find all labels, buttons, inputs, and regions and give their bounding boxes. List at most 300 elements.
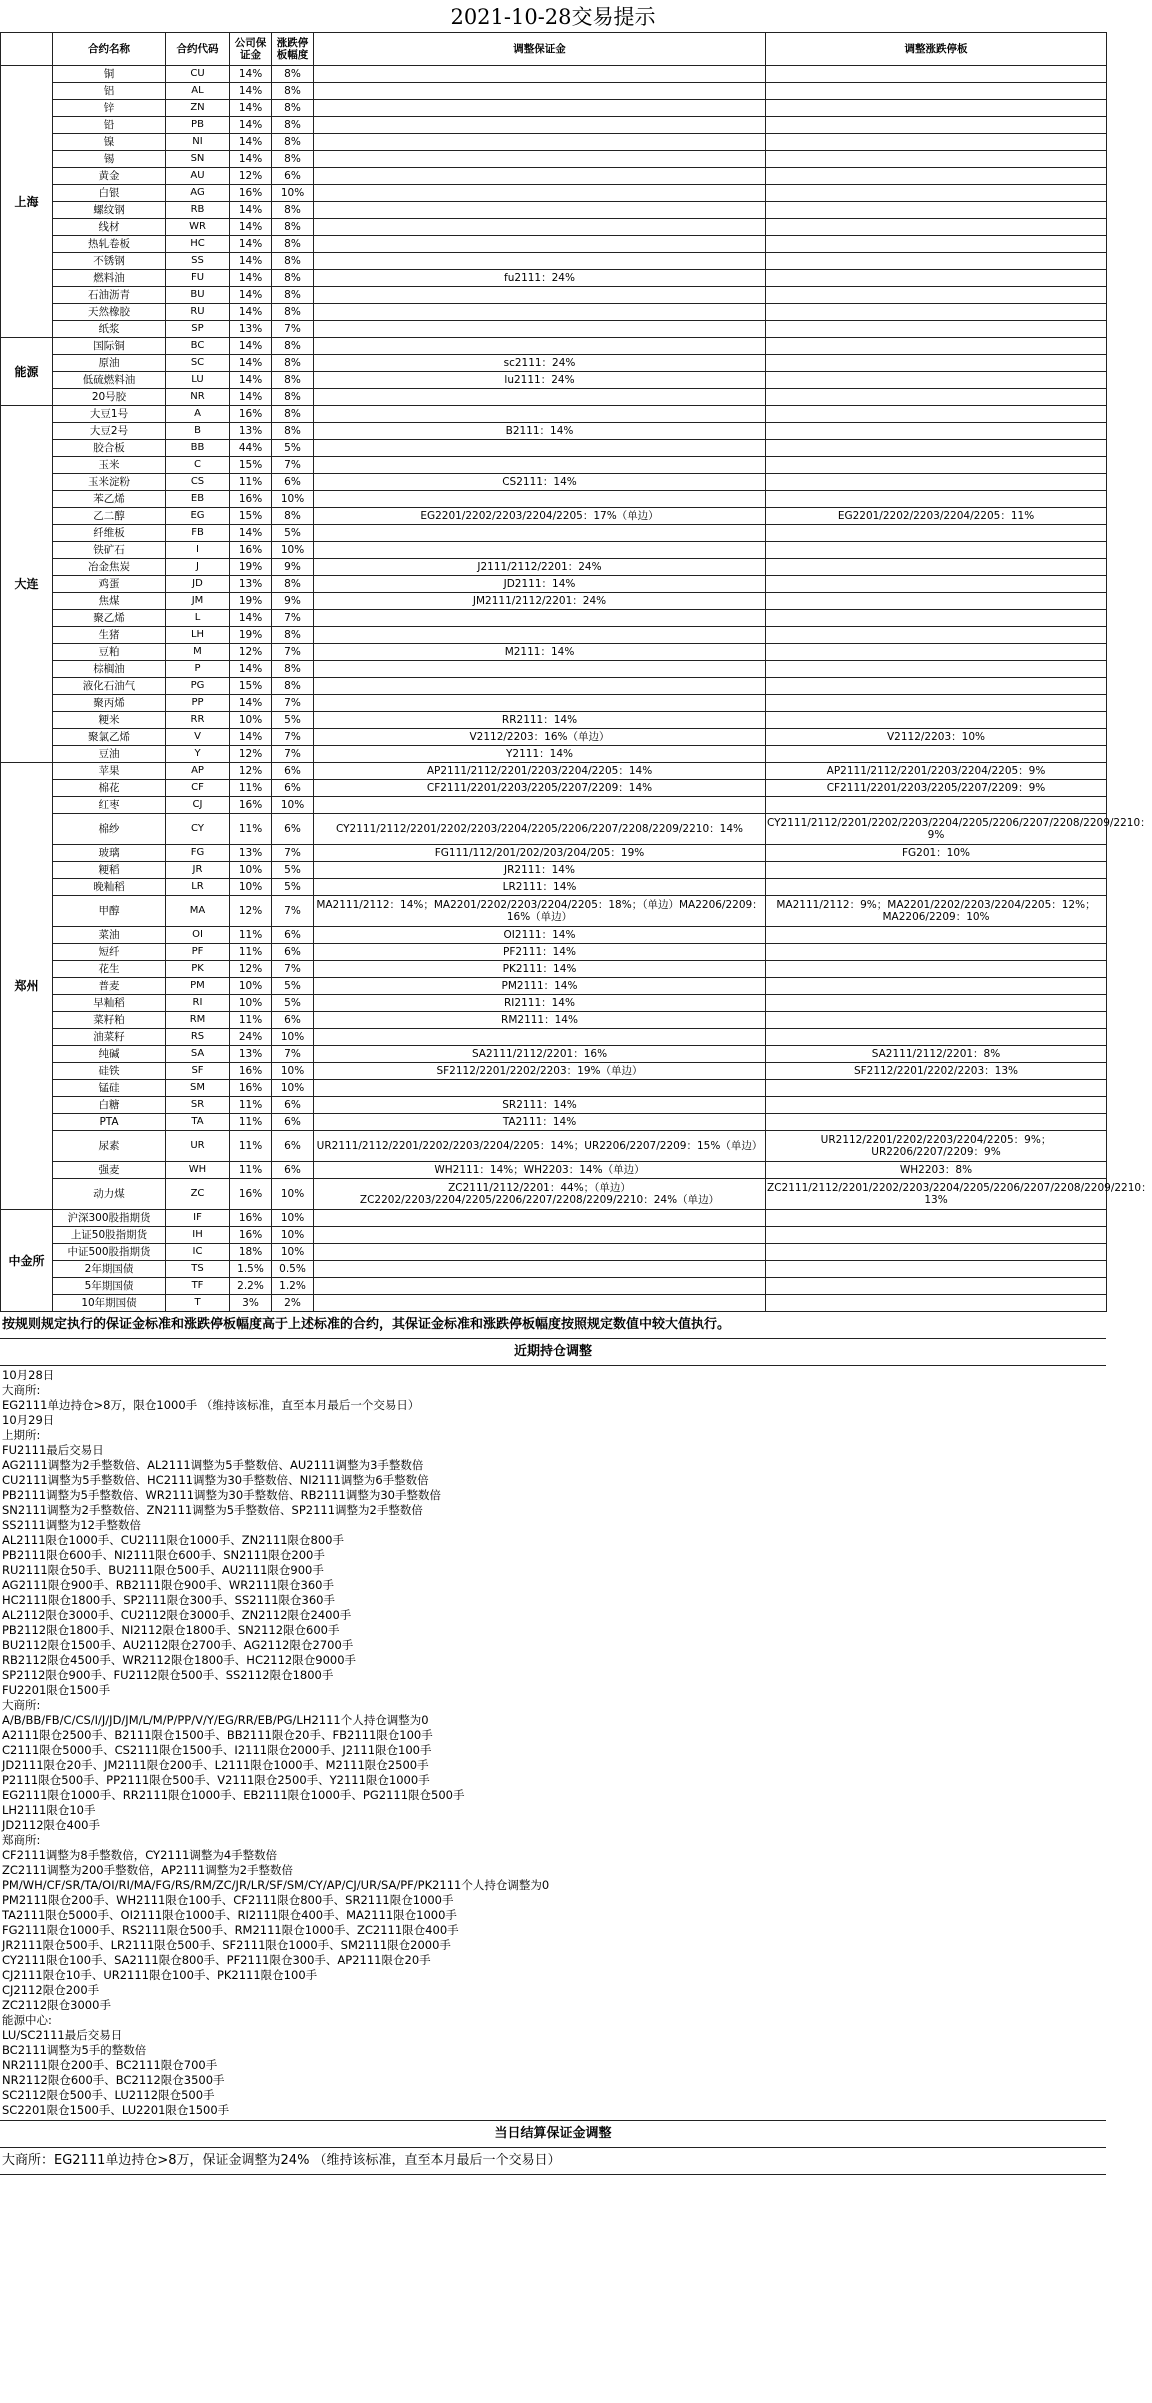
limit-range: 2% <box>272 1295 314 1312</box>
table-row <box>1 927 1107 944</box>
table-row <box>1 219 1107 236</box>
header-limit-range: 涨跌停板幅度 <box>272 33 314 66</box>
adjusted-margin <box>314 1227 766 1244</box>
header-blank <box>1 33 53 66</box>
contract-code: AP <box>166 763 230 780</box>
company-margin: 14% <box>230 202 272 219</box>
contract-name: 豆粕 <box>53 644 166 661</box>
table-row <box>1 1244 1107 1261</box>
adjusted-margin <box>314 1244 766 1261</box>
limit-range: 5% <box>272 712 314 729</box>
contract-code: WH <box>166 1162 230 1179</box>
contract-name: 豆油 <box>53 746 166 763</box>
adjusted-margin: AP2111/2112/2201/2203/2204/2205：14% <box>314 763 766 780</box>
company-margin: 11% <box>230 1114 272 1131</box>
table-row <box>1 961 1107 978</box>
contract-name: 原油 <box>53 355 166 372</box>
adjusted-limit <box>766 134 1107 151</box>
position-line: SC2201限仓1500手、LU2201限仓1500手 <box>2 2103 230 2117</box>
contract-code: V <box>166 729 230 746</box>
margin-table <box>0 32 1152 1312</box>
contract-code: BC <box>166 338 230 355</box>
limit-range: 8% <box>272 134 314 151</box>
position-line: SC2112限仓500手、LU2112限仓500手 <box>2 2088 215 2102</box>
limit-range: 7% <box>272 457 314 474</box>
contract-name: 普麦 <box>53 978 166 995</box>
contract-code: FU <box>166 270 230 287</box>
company-margin: 19% <box>230 593 272 610</box>
adjusted-limit <box>766 695 1107 712</box>
position-line: AG2111调整为2手整数倍、AL2111调整为5手整数倍、AU2111调整为3手整数倍 <box>2 1458 424 1472</box>
adjusted-limit <box>766 525 1107 542</box>
contract-code: EB <box>166 491 230 508</box>
contract-code: RI <box>166 995 230 1012</box>
header-company-margin: 公司保证金 <box>230 33 272 66</box>
contract-code: TA <box>166 1114 230 1131</box>
adjusted-limit <box>766 1029 1107 1046</box>
adjusted-limit <box>766 372 1107 389</box>
position-line: C2111限仓5000手、CS2111限仓1500手、I2111限仓2000手、J2111限仓100手 <box>2 1743 432 1757</box>
contract-name: 冶金焦炭 <box>53 559 166 576</box>
limit-range: 10% <box>272 185 314 202</box>
contract-name: 沪深300股指期货 <box>53 1210 166 1227</box>
table-row <box>1 542 1107 559</box>
contract-code: PB <box>166 117 230 134</box>
table-row <box>1 1131 1107 1162</box>
company-margin: 13% <box>230 576 272 593</box>
limit-range: 10% <box>272 1210 314 1227</box>
adjusted-margin: SR2111：14% <box>314 1097 766 1114</box>
contract-name: PTA <box>53 1114 166 1131</box>
contract-name: 焦煤 <box>53 593 166 610</box>
position-line: HC2111限仓1800手、SP2111限仓300手、SS2111限仓360手 <box>2 1593 335 1607</box>
adjusted-limit <box>766 253 1107 270</box>
adjusted-margin <box>314 100 766 117</box>
table-row <box>1 978 1107 995</box>
contract-name: 乙二醇 <box>53 508 166 525</box>
adjusted-limit <box>766 1278 1107 1295</box>
limit-range: 6% <box>272 763 314 780</box>
contract-name: 国际铜 <box>53 338 166 355</box>
adjusted-limit <box>766 423 1107 440</box>
adjusted-margin <box>314 321 766 338</box>
table-row <box>1 797 1107 814</box>
contract-name: 苹果 <box>53 763 166 780</box>
contract-code: RR <box>166 712 230 729</box>
contract-name: 铁矿石 <box>53 542 166 559</box>
company-margin: 11% <box>230 1097 272 1114</box>
company-margin: 2.2% <box>230 1278 272 1295</box>
contract-name: 纯碱 <box>53 1046 166 1063</box>
company-margin: 10% <box>230 978 272 995</box>
adjusted-margin: OI2111：14% <box>314 927 766 944</box>
adjusted-margin: WH2111：14%；WH2203：14%（单边） <box>314 1162 766 1179</box>
position-line: BU2112限仓1500手、AU2112限仓2700手、AG2112限仓2700手 <box>2 1638 354 1652</box>
adjusted-limit: CY2111/2112/2201/2202/2203/2204/2205/2206/2207/2208/2209/2210：9% <box>766 814 1107 845</box>
adjusted-limit <box>766 66 1107 83</box>
contract-code: AG <box>166 185 230 202</box>
contract-name: 甲醇 <box>53 896 166 927</box>
adjusted-limit <box>766 978 1107 995</box>
position-line: JR2111限仓500手、LR2111限仓500手、SF2111限仓1000手、SM2111限仓2000手 <box>2 1938 451 1952</box>
table-row <box>1 202 1107 219</box>
company-margin: 13% <box>230 845 272 862</box>
adjusted-margin: J2111/2112/2201：24% <box>314 559 766 576</box>
contract-code: BU <box>166 287 230 304</box>
adjusted-margin: FG111/112/201/202/203/204/205：19% <box>314 845 766 862</box>
limit-range: 8% <box>272 236 314 253</box>
limit-range: 10% <box>272 491 314 508</box>
contract-name: 大豆1号 <box>53 406 166 423</box>
adjusted-limit: WH2203：8% <box>766 1162 1107 1179</box>
contract-name: 铅 <box>53 117 166 134</box>
table-row <box>1 253 1107 270</box>
company-margin: 11% <box>230 474 272 491</box>
adjusted-limit: FG201：10% <box>766 845 1107 862</box>
contract-code: CF <box>166 780 230 797</box>
table-row <box>1 321 1107 338</box>
contract-code: Y <box>166 746 230 763</box>
contract-name: 上证50股指期货 <box>53 1227 166 1244</box>
limit-range: 10% <box>272 1227 314 1244</box>
adjusted-margin: RM2111：14% <box>314 1012 766 1029</box>
table-row <box>1 389 1107 406</box>
contract-code: NR <box>166 389 230 406</box>
contract-name: 晚籼稻 <box>53 879 166 896</box>
limit-range: 10% <box>272 1080 314 1097</box>
contract-name: 生猪 <box>53 627 166 644</box>
contract-code: I <box>166 542 230 559</box>
contract-code: PG <box>166 678 230 695</box>
company-margin: 12% <box>230 168 272 185</box>
position-line: BC2111调整为5手的整数倍 <box>2 2043 147 2057</box>
company-margin: 14% <box>230 355 272 372</box>
table-row <box>1 372 1107 389</box>
table-row <box>1 406 1107 423</box>
adjusted-limit <box>766 491 1107 508</box>
contract-code: FG <box>166 845 230 862</box>
company-margin: 14% <box>230 525 272 542</box>
contract-code: JR <box>166 862 230 879</box>
company-margin: 16% <box>230 185 272 202</box>
adjusted-limit: SF2112/2201/2202/2203：13% <box>766 1063 1107 1080</box>
limit-range: 10% <box>272 1179 314 1210</box>
contract-code: TF <box>166 1278 230 1295</box>
position-line: AL2111限仓1000手、CU2111限仓1000手、ZN2111限仓800手 <box>2 1533 344 1547</box>
contract-name: 2年期国债 <box>53 1261 166 1278</box>
limit-range: 10% <box>272 1244 314 1261</box>
contract-code: B <box>166 423 230 440</box>
contract-name: 硅铁 <box>53 1063 166 1080</box>
company-margin: 14% <box>230 372 272 389</box>
contract-name: 花生 <box>53 961 166 978</box>
adjusted-limit <box>766 862 1107 879</box>
contract-code: LH <box>166 627 230 644</box>
adjusted-margin <box>314 117 766 134</box>
position-line: PB2111限仓600手、NI2111限仓600手、SN2111限仓200手 <box>2 1548 325 1562</box>
limit-range: 8% <box>272 372 314 389</box>
contract-code: OI <box>166 927 230 944</box>
contract-code: PP <box>166 695 230 712</box>
limit-range: 8% <box>272 423 314 440</box>
contract-code: TS <box>166 1261 230 1278</box>
position-line: A2111限仓2500手、B2111限仓1500手、BB2111限仓20手、FB2111限仓100手 <box>2 1728 433 1742</box>
limit-range: 7% <box>272 1046 314 1063</box>
company-margin: 10% <box>230 879 272 896</box>
adjusted-margin <box>314 1261 766 1278</box>
adjusted-margin <box>314 202 766 219</box>
contract-name: 锡 <box>53 151 166 168</box>
position-line: PM/WH/CF/SR/TA/OI/RI/MA/FG/RS/RM/ZC/JR/LR/SF/SM/CY/AP/CJ/UR/SA/PF/PK2111个人持仓调整为0 <box>2 1878 550 1892</box>
company-margin: 14% <box>230 151 272 168</box>
contract-name: 粳米 <box>53 712 166 729</box>
adjusted-limit: V2112/2203：10% <box>766 729 1107 746</box>
company-margin: 16% <box>230 1179 272 1210</box>
table-row <box>1 1210 1107 1227</box>
table-row <box>1 1080 1107 1097</box>
adjusted-limit <box>766 879 1107 896</box>
position-line: NR2111限仓200手、BC2111限仓700手 <box>2 2058 218 2072</box>
table-row <box>1 457 1107 474</box>
limit-range: 9% <box>272 593 314 610</box>
company-margin: 12% <box>230 896 272 927</box>
adjusted-limit <box>766 995 1107 1012</box>
contract-code: JM <box>166 593 230 610</box>
limit-range: 7% <box>272 746 314 763</box>
position-line: ZC2112限仓3000手 <box>2 1998 111 2012</box>
position-line: CJ2112限仓200手 <box>2 1983 100 1997</box>
adjusted-limit <box>766 406 1107 423</box>
contract-name: 玉米淀粉 <box>53 474 166 491</box>
company-margin: 15% <box>230 678 272 695</box>
table-row <box>1 151 1107 168</box>
limit-range: 8% <box>272 304 314 321</box>
company-margin: 14% <box>230 253 272 270</box>
adjusted-limit <box>766 168 1107 185</box>
limit-range: 8% <box>272 661 314 678</box>
adjusted-limit: UR2112/2201/2202/2203/2204/2205：9%；UR2206/2207/2209：9% <box>766 1131 1107 1162</box>
company-margin: 16% <box>230 542 272 559</box>
limit-range: 7% <box>272 896 314 927</box>
adjusted-limit <box>766 627 1107 644</box>
adjusted-limit: ZC2111/2112/2201/2202/2203/2204/2205/2206/2207/2208/2209/2210：13% <box>766 1179 1107 1210</box>
contract-code: J <box>166 559 230 576</box>
adjusted-margin: ZC2111/2112/2201：44%；（单边）ZC2202/2203/2204/2205/2206/2207/2208/2209/2210：24%（单边） <box>314 1179 766 1210</box>
contract-code: SM <box>166 1080 230 1097</box>
adjusted-limit <box>766 83 1107 100</box>
company-margin: 14% <box>230 338 272 355</box>
adjusted-limit <box>766 117 1107 134</box>
adjusted-margin <box>314 151 766 168</box>
company-margin: 11% <box>230 927 272 944</box>
position-line: AL2112限仓3000手、CU2112限仓3000手、ZN2112限仓2400手 <box>2 1608 352 1622</box>
company-margin: 18% <box>230 1244 272 1261</box>
table-row <box>1 168 1107 185</box>
company-margin: 19% <box>230 559 272 576</box>
exchange-label: 郑州 <box>1 763 53 1210</box>
company-margin: 16% <box>230 1063 272 1080</box>
contract-name: 油菜籽 <box>53 1029 166 1046</box>
table-row <box>1 440 1107 457</box>
limit-range: 10% <box>272 1063 314 1080</box>
company-margin: 14% <box>230 661 272 678</box>
company-margin: 14% <box>230 729 272 746</box>
contract-name: 螺纹钢 <box>53 202 166 219</box>
table-row <box>1 525 1107 542</box>
contract-name: 聚丙烯 <box>53 695 166 712</box>
limit-range: 7% <box>272 321 314 338</box>
company-margin: 3% <box>230 1295 272 1312</box>
page-title: 2021-10-28交易提示 <box>450 5 656 29</box>
table-row <box>1 763 1107 780</box>
limit-range: 8% <box>272 83 314 100</box>
adjusted-margin <box>314 440 766 457</box>
table-row <box>1 1227 1107 1244</box>
limit-range: 6% <box>272 944 314 961</box>
adjusted-margin <box>314 134 766 151</box>
position-line: SP2112限仓900手、FU2112限仓500手、SS2112限仓1800手 <box>2 1668 334 1682</box>
adjusted-limit <box>766 100 1107 117</box>
adjusted-margin: fu2111：24% <box>314 270 766 287</box>
adjusted-margin <box>314 1278 766 1295</box>
contract-name: 胶合板 <box>53 440 166 457</box>
limit-range: 6% <box>272 927 314 944</box>
table-row <box>1 896 1107 927</box>
contract-name: 低硫燃料油 <box>53 372 166 389</box>
table-row <box>1 780 1107 797</box>
limit-range: 10% <box>272 1029 314 1046</box>
position-line: PB2111调整为5手整数倍、WR2111调整为30手整数倍、RB2111调整为30手整数倍 <box>2 1488 441 1502</box>
company-margin: 14% <box>230 66 272 83</box>
contract-name: 苯乙烯 <box>53 491 166 508</box>
company-margin: 14% <box>230 134 272 151</box>
contract-name: 锌 <box>53 100 166 117</box>
adjusted-margin <box>314 338 766 355</box>
limit-range: 8% <box>272 508 314 525</box>
contract-code: PM <box>166 978 230 995</box>
limit-range: 0.5% <box>272 1261 314 1278</box>
adjusted-margin: RI2111：14% <box>314 995 766 1012</box>
adjusted-limit <box>766 1012 1107 1029</box>
position-line: A/B/BB/FB/C/CS/I/J/JD/JM/L/M/P/PP/V/Y/EG/RR/EB/PG/LH2111个人持仓调整为0 <box>2 1713 429 1727</box>
adjusted-margin: Y2111：14% <box>314 746 766 763</box>
adjusted-margin <box>314 304 766 321</box>
adjusted-margin: JR2111：14% <box>314 862 766 879</box>
company-margin: 16% <box>230 406 272 423</box>
contract-name: 棉纱 <box>53 814 166 845</box>
contract-code: CS <box>166 474 230 491</box>
position-line: 上期所: <box>2 1428 41 1442</box>
settlement-margin-line: 大商所：EG2111单边持仓>8万，保证金调整为24% （维持该标准，直至本月最后一个交易日） <box>0 2148 1106 2175</box>
exchange-label: 中金所 <box>1 1210 53 1312</box>
company-margin: 16% <box>230 491 272 508</box>
adjusted-limit <box>766 355 1107 372</box>
adjusted-margin <box>314 627 766 644</box>
position-line: TA2111限仓5000手、OI2111限仓1000手、RI2111限仓400手、MA2111限仓1000手 <box>2 1908 457 1922</box>
adjusted-limit <box>766 944 1107 961</box>
adjusted-limit <box>766 610 1107 627</box>
limit-range: 8% <box>272 355 314 372</box>
contract-code: NI <box>166 134 230 151</box>
table-row <box>1 1295 1107 1312</box>
position-line: 能源中心: <box>2 2013 52 2027</box>
adjusted-margin <box>314 83 766 100</box>
contract-name: 菜籽粕 <box>53 1012 166 1029</box>
adjusted-margin: lu2111：24% <box>314 372 766 389</box>
table-row <box>1 729 1107 746</box>
contract-name: 玻璃 <box>53 845 166 862</box>
table-row <box>1 995 1107 1012</box>
limit-range: 8% <box>272 66 314 83</box>
adjusted-limit <box>766 576 1107 593</box>
table-row <box>1 1179 1107 1210</box>
contract-code: PK <box>166 961 230 978</box>
limit-range: 10% <box>272 542 314 559</box>
limit-range: 8% <box>272 576 314 593</box>
position-line: FU2201限仓1500手 <box>2 1683 111 1697</box>
table-row <box>1 1114 1107 1131</box>
table-row <box>1 678 1107 695</box>
limit-range: 5% <box>272 862 314 879</box>
table-row <box>1 746 1107 763</box>
limit-range: 8% <box>272 202 314 219</box>
table-row <box>1 338 1107 355</box>
contract-code: RU <box>166 304 230 321</box>
table-row <box>1 1278 1107 1295</box>
adjusted-limit <box>766 559 1107 576</box>
position-line: AG2111限仓900手、RB2111限仓900手、WR2111限仓360手 <box>2 1578 334 1592</box>
company-margin: 14% <box>230 219 272 236</box>
table-row <box>1 593 1107 610</box>
limit-range: 5% <box>272 525 314 542</box>
contract-code: UR <box>166 1131 230 1162</box>
company-margin: 44% <box>230 440 272 457</box>
contract-code: JD <box>166 576 230 593</box>
adjusted-limit: MA2111/2112：9%；MA2201/2202/2203/2204/2205：12%；MA2206/2209：10% <box>766 896 1107 927</box>
limit-range: 8% <box>272 219 314 236</box>
adjusted-margin <box>314 287 766 304</box>
adjusted-limit <box>766 1080 1107 1097</box>
contract-name: 短纤 <box>53 944 166 961</box>
adjusted-margin <box>314 406 766 423</box>
contract-code: AL <box>166 83 230 100</box>
contract-name: 白银 <box>53 185 166 202</box>
contract-name: 10年期国债 <box>53 1295 166 1312</box>
contract-code: P <box>166 661 230 678</box>
position-line: JD2112限仓400手 <box>2 1818 100 1832</box>
adjusted-limit <box>766 1210 1107 1227</box>
contract-name: 纤维板 <box>53 525 166 542</box>
table-row <box>1 879 1107 896</box>
table-row <box>1 695 1107 712</box>
limit-range: 7% <box>272 845 314 862</box>
limit-range: 7% <box>272 961 314 978</box>
contract-code: ZN <box>166 100 230 117</box>
adjusted-margin <box>314 1295 766 1312</box>
adjusted-margin: MA2111/2112：14%；MA2201/2202/2203/2204/2205：18%；（单边）MA2206/2209：16%（单边） <box>314 896 766 927</box>
contract-code: IF <box>166 1210 230 1227</box>
adjusted-margin <box>314 219 766 236</box>
adjusted-limit: AP2111/2112/2201/2203/2204/2205：9% <box>766 763 1107 780</box>
adjusted-margin: SA2111/2112/2201：16% <box>314 1046 766 1063</box>
exchange-label: 上海 <box>1 66 53 338</box>
contract-name: 鸡蛋 <box>53 576 166 593</box>
adjusted-margin: sc2111：24% <box>314 355 766 372</box>
adjusted-limit <box>766 270 1107 287</box>
company-margin: 14% <box>230 117 272 134</box>
adjusted-limit <box>766 678 1107 695</box>
adjusted-margin: PK2111：14% <box>314 961 766 978</box>
